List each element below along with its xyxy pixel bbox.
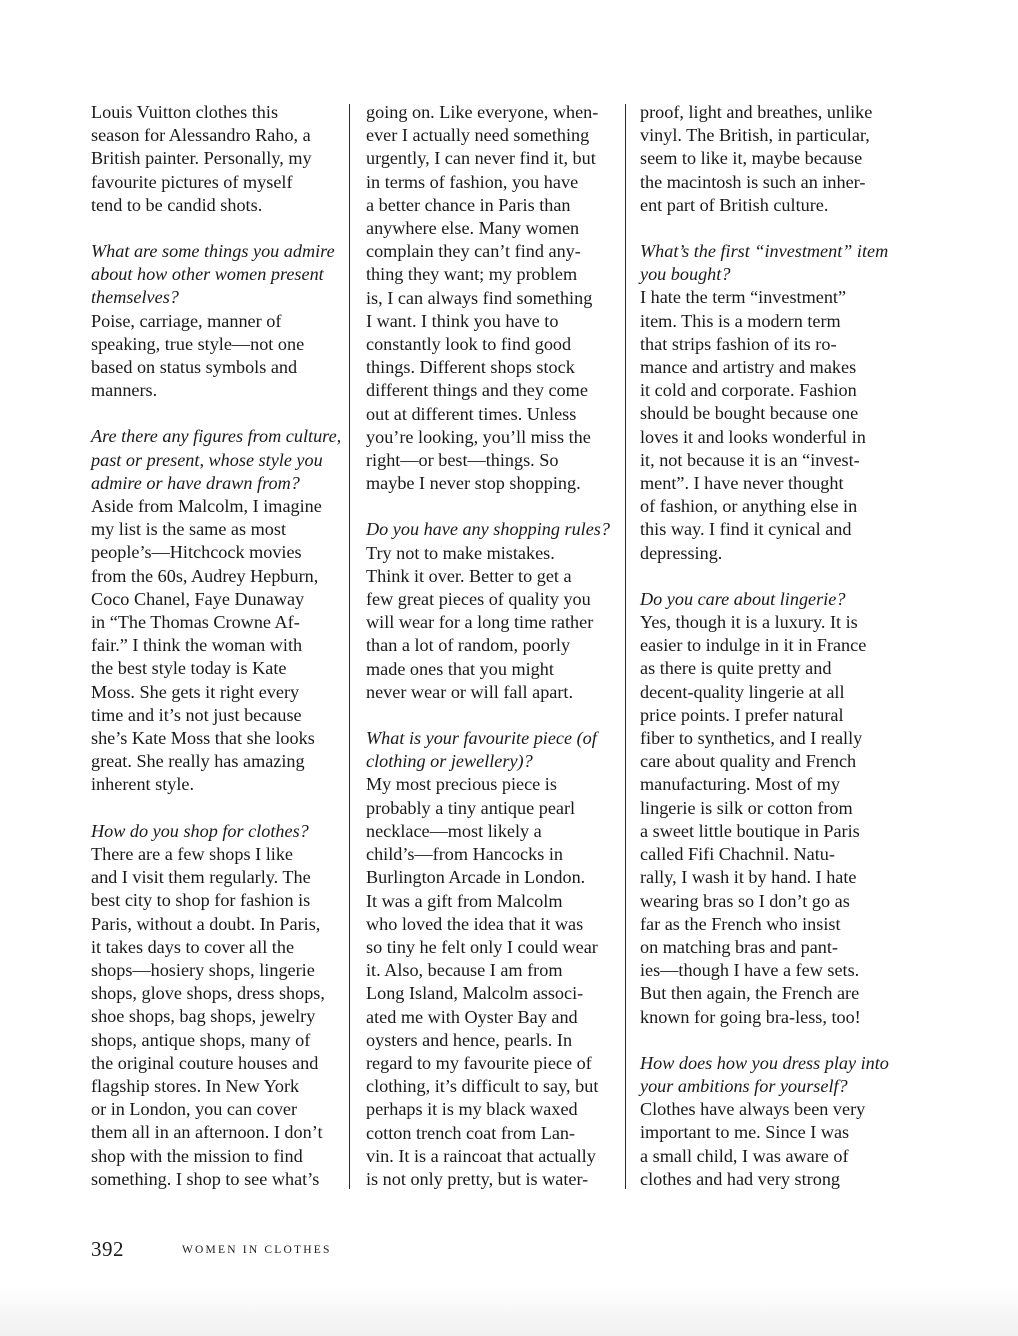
interview-question xyxy=(91,425,342,495)
answer-paragraph xyxy=(640,286,888,564)
text-line: depressing. xyxy=(640,542,723,563)
text-line: ies—though I have a few sets. xyxy=(640,960,860,981)
text-line: flagship stores. In New York xyxy=(91,1075,300,1096)
answer-paragraph xyxy=(366,101,614,495)
text-line: constantly look to find good xyxy=(366,334,572,355)
text-line: There are a few shops I like xyxy=(91,843,293,864)
text-line: the best style today is Kate xyxy=(91,658,287,679)
text-line: maybe I never stop shopping. xyxy=(366,473,581,494)
page-number: 392 xyxy=(91,1237,124,1261)
text-line: easier to indulge in it in France xyxy=(640,635,867,656)
interview-question xyxy=(640,240,888,286)
text-line: care about quality and French xyxy=(640,751,857,772)
text-line: your ambitions for yourself? xyxy=(640,1075,848,1096)
text-line: child’s—from Hancocks in xyxy=(366,844,563,865)
text-line: But then again, the French are xyxy=(640,983,860,1004)
text-line: manners. xyxy=(91,380,158,401)
text-line: about how other women present xyxy=(91,264,324,285)
answer-paragraph xyxy=(91,495,339,797)
text-line: different things and they come xyxy=(366,380,588,401)
text-line: fiber to synthetics, and I really xyxy=(640,728,863,749)
answer-paragraph xyxy=(640,611,888,1029)
column-divider xyxy=(625,104,626,1189)
text-line: you bought? xyxy=(640,264,731,285)
text-line: Long Island, Malcolm associ- xyxy=(366,983,584,1004)
text-line: as there is quite pretty and xyxy=(640,658,832,679)
interview-question xyxy=(91,820,339,843)
text-line: vinyl. The British, in particular, xyxy=(640,125,870,146)
text-line: price points. I prefer natural xyxy=(640,704,844,725)
text-line: mance and artistry and makes xyxy=(640,357,857,378)
answer-paragraph xyxy=(640,101,888,217)
text-line: Yes, though it is a luxury. It is xyxy=(640,612,858,633)
text-line: my list is the same as most xyxy=(91,519,287,540)
answer-paragraph xyxy=(366,542,614,704)
text-line: thing they want; my problem xyxy=(366,264,578,285)
text-line: great. She really has amazing xyxy=(91,751,305,772)
text-line: My most precious piece is xyxy=(366,774,557,795)
text-line: things. Different shops stock xyxy=(366,357,575,378)
text-line: shops, glove shops, dress shops, xyxy=(91,983,325,1004)
interview-question xyxy=(91,240,339,310)
column-divider xyxy=(349,104,350,1189)
answer-paragraph xyxy=(91,101,339,217)
text-line: manufacturing. Most of my xyxy=(640,774,841,795)
text-line: or in London, you can cover xyxy=(91,1099,298,1120)
interview-question xyxy=(640,1052,888,1098)
text-line: is, I can always find something xyxy=(366,287,593,308)
text-line: it. Also, because I am from xyxy=(366,960,563,981)
interview-question xyxy=(366,518,614,541)
text-line: themselves? xyxy=(91,287,179,308)
text-line: made ones that you might xyxy=(366,658,554,679)
text-line: Aside from Malcolm, I imagine xyxy=(91,496,322,517)
text-line: Paris, without a doubt. In Paris, xyxy=(91,913,321,934)
text-line: How do you shop for clothes? xyxy=(91,820,309,841)
text-line: clothes and had very strong xyxy=(640,1168,841,1189)
text-line: lingerie is silk or cotton from xyxy=(640,797,853,818)
text-line: regard to my favourite piece of xyxy=(366,1052,592,1073)
text-line: in “The Thomas Crowne Af- xyxy=(91,612,300,633)
text-line: shops, antique shops, many of xyxy=(91,1029,311,1050)
text-line: clothing or jewellery)? xyxy=(366,751,533,772)
text-line: on matching bras and pant- xyxy=(640,936,838,957)
text-line: shoe shops, bag shops, jewelry xyxy=(91,1006,316,1027)
text-line: proof, light and breathes, unlike xyxy=(640,102,873,122)
text-column-2 xyxy=(366,101,614,1191)
text-line: so tiny he felt only I could wear xyxy=(366,936,598,957)
text-line: urgently, I can never find it, but xyxy=(366,148,596,169)
text-line: It was a gift from Malcolm xyxy=(366,890,563,911)
text-line: loves it and looks wonderful in xyxy=(640,426,866,447)
text-line: Do you care about lingerie? xyxy=(640,588,846,609)
text-line: a sweet little boutique in Paris xyxy=(640,820,860,841)
text-column-3 xyxy=(640,101,888,1191)
running-title: WOMEN IN CLOTHES xyxy=(182,1244,332,1256)
interview-question xyxy=(366,727,614,773)
text-line: of fashion, or anything else in xyxy=(640,496,858,517)
text-line: speaking, true style—not one xyxy=(91,333,305,354)
answer-paragraph xyxy=(366,773,614,1191)
text-line: you’re looking, you’ll miss the xyxy=(366,426,591,447)
text-line: out at different times. Unless xyxy=(366,403,577,424)
text-line: ated me with Oyster Bay and xyxy=(366,1006,578,1027)
text-line: Clothes have always been very xyxy=(640,1099,866,1120)
text-line: What are some things you admire xyxy=(91,241,335,262)
page-footer xyxy=(91,1237,332,1262)
text-line: this way. I find it cynical and xyxy=(640,519,852,540)
text-line: it takes days to cover all the xyxy=(91,936,295,957)
text-line: time and it’s not just because xyxy=(91,704,302,725)
text-line: it, not because it is an “invest- xyxy=(640,449,860,470)
text-line: never wear or will fall apart. xyxy=(366,681,574,702)
text-line: season for Alessandro Raho, a xyxy=(91,125,311,146)
text-line: will wear for a long time rather xyxy=(366,612,594,633)
text-line: Moss. She gets it right every xyxy=(91,681,300,702)
text-line: favourite pictures of myself xyxy=(91,171,293,192)
text-line: called Fifi Chachnil. Natu- xyxy=(640,844,835,865)
text-line: in terms of fashion, you have xyxy=(366,171,579,192)
text-line: What’s the first “investment” item xyxy=(640,241,889,262)
text-line: that strips fashion of its ro- xyxy=(640,333,837,354)
text-line: shop with the mission to find xyxy=(91,1145,303,1166)
text-line: ent part of British culture. xyxy=(640,194,829,215)
text-line: far as the French who insist xyxy=(640,913,841,934)
text-line: Try not to make mistakes. xyxy=(366,542,555,563)
text-line: perhaps it is my black waxed xyxy=(366,1099,578,1120)
answer-paragraph xyxy=(91,843,339,1191)
text-line: Think it over. Better to get a xyxy=(366,565,572,586)
text-line: Louis Vuitton clothes this xyxy=(91,102,279,122)
text-line: I want. I think you have to xyxy=(366,310,559,331)
text-line: it cold and corporate. Fashion xyxy=(640,380,857,401)
text-line: Are there any figures from culture, xyxy=(91,426,342,447)
text-line: few great pieces of quality you xyxy=(366,589,591,610)
text-line: the macintosh is such an inher- xyxy=(640,171,866,192)
interview-question xyxy=(640,588,888,611)
text-line: the original couture houses and xyxy=(91,1052,319,1073)
text-line: inherent style. xyxy=(91,774,195,795)
text-line: seem to like it, maybe because xyxy=(640,148,863,169)
text-line: is not only pretty, but is water- xyxy=(366,1168,589,1189)
text-line: Do you have any shopping rules? xyxy=(366,519,610,540)
text-line: What is your favourite piece (of xyxy=(366,728,597,749)
text-line: going on. Like everyone, when- xyxy=(366,102,599,122)
text-line: shops—hosiery shops, lingerie xyxy=(91,959,315,980)
text-line: who loved the idea that it was xyxy=(366,913,584,934)
text-line: she’s Kate Moss that she looks xyxy=(91,728,315,749)
text-column-1 xyxy=(91,101,342,1191)
text-line: necklace—most likely a xyxy=(366,820,542,841)
text-line: anywhere else. Many women xyxy=(366,218,580,239)
text-line: cotton trench coat from Lan- xyxy=(366,1122,576,1143)
text-line: vin. It is a raincoat that actually xyxy=(366,1145,596,1166)
text-line: something. I shop to see what’s xyxy=(91,1168,320,1189)
text-line: should be bought because one xyxy=(640,403,859,424)
text-line: a small child, I was aware of xyxy=(640,1145,849,1166)
text-line: How does how you dress play into xyxy=(640,1052,889,1073)
text-line: decent-quality lingerie at all xyxy=(640,681,845,702)
text-line: I hate the term “investment” xyxy=(640,287,847,308)
text-line: from the 60s, Audrey Hepburn, xyxy=(91,565,319,586)
text-line: Poise, carriage, manner of xyxy=(91,310,282,331)
text-line: probably a tiny antique pearl xyxy=(366,797,576,818)
text-line: complain they can’t find any- xyxy=(366,241,581,262)
text-line: ment”. I have never thought xyxy=(640,473,844,494)
text-line: rally, I wash it by hand. I hate xyxy=(640,867,857,888)
text-line: known for going bra-less, too! xyxy=(640,1006,861,1027)
text-line: and I visit them regularly. The xyxy=(91,867,311,888)
text-line: British painter. Personally, my xyxy=(91,148,312,169)
text-line: than a lot of random, poorly xyxy=(366,635,571,656)
text-line: a better chance in Paris than xyxy=(366,194,571,215)
text-line: fair.” I think the woman with xyxy=(91,635,303,656)
text-line: Burlington Arcade in London. xyxy=(366,867,586,888)
text-line: ever I actually need something xyxy=(366,125,590,146)
text-line: right—or best—things. So xyxy=(366,450,559,471)
text-line: wearing bras so I don’t go as xyxy=(640,890,850,911)
answer-paragraph xyxy=(640,1098,888,1191)
text-line: Coco Chanel, Faye Dunaway xyxy=(91,588,305,609)
text-line: oysters and hence, pearls. In xyxy=(366,1029,573,1050)
page-bottom-shade xyxy=(0,1286,1018,1336)
text-line: tend to be candid shots. xyxy=(91,194,263,215)
text-line: clothing, it’s difficult to say, but xyxy=(366,1076,599,1097)
text-line: past or present, whose style you xyxy=(91,449,323,470)
text-line: item. This is a modern term xyxy=(640,310,841,331)
answer-paragraph xyxy=(91,310,339,403)
text-line: admire or have drawn from? xyxy=(91,472,300,493)
text-line: best city to shop for fashion is xyxy=(91,890,311,911)
text-line: important to me. Since I was xyxy=(640,1122,850,1143)
text-line: people’s—Hitchcock movies xyxy=(91,542,302,563)
text-line: based on status symbols and xyxy=(91,357,298,378)
text-line: them all in an afternoon. I don’t xyxy=(91,1122,323,1143)
